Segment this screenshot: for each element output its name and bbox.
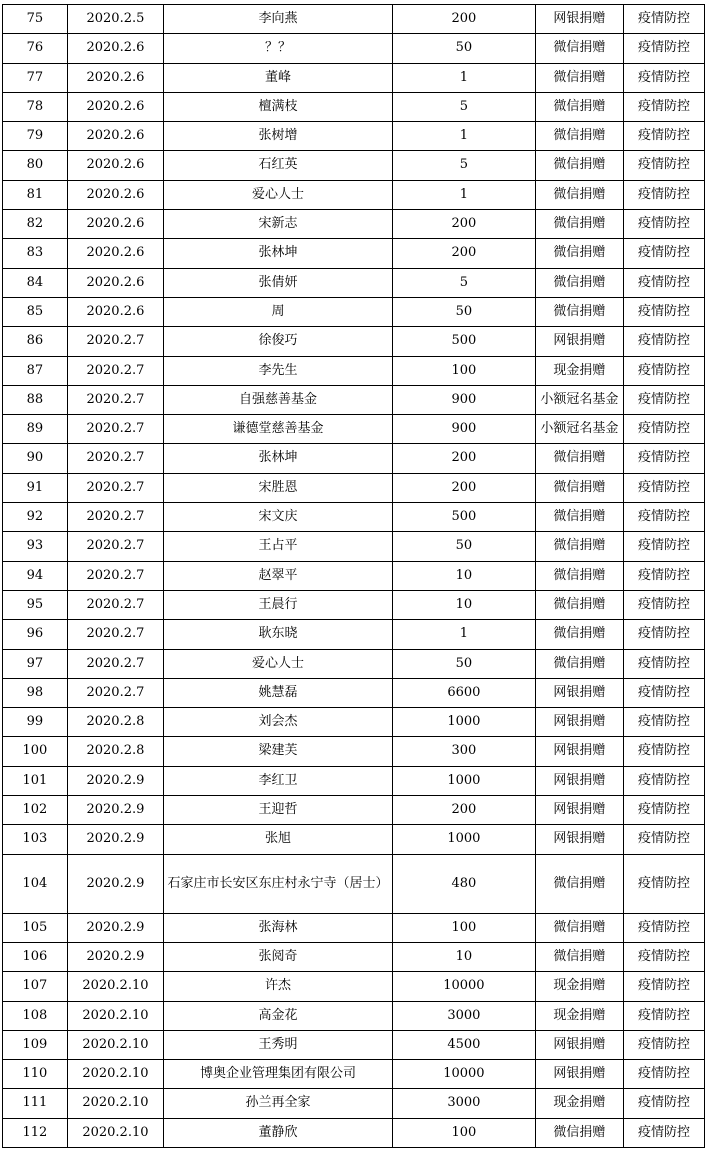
- cell-purpose: 疫情防控: [623, 151, 704, 180]
- cell-date: 2020.2.10: [67, 1118, 163, 1147]
- cell-amount: 10000: [392, 972, 535, 1001]
- table-row: [3, 34, 705, 63]
- table-row: [3, 737, 705, 766]
- table-row: [3, 473, 705, 502]
- table-row: [3, 63, 705, 92]
- cell-amount: 10: [392, 942, 535, 971]
- cell-date: 2020.2.6: [67, 239, 163, 268]
- cell-serial-number: 105: [3, 913, 68, 942]
- table-row: [3, 92, 705, 121]
- cell-serial-number: 111: [3, 1089, 68, 1118]
- cell-date: 2020.2.7: [67, 473, 163, 502]
- cell-serial-number: 110: [3, 1060, 68, 1089]
- cell-amount: 900: [392, 415, 535, 444]
- cell-serial-number: 104: [3, 854, 68, 913]
- cell-purpose: 疫情防控: [623, 356, 704, 385]
- cell-donor-name: 耿东晓: [164, 620, 393, 649]
- cell-donor-name: ？？: [164, 34, 393, 63]
- cell-donor-name: 李先生: [164, 356, 393, 385]
- cell-donor-name: 孙兰再全家: [164, 1089, 393, 1118]
- cell-donor-name: 张树增: [164, 122, 393, 151]
- cell-date: 2020.2.9: [67, 854, 163, 913]
- cell-purpose: 疫情防控: [623, 34, 704, 63]
- donation-table-body: [3, 5, 705, 1148]
- cell-amount: 50: [392, 532, 535, 561]
- cell-donor-name: 爱心人士: [164, 649, 393, 678]
- cell-amount: 100: [392, 1118, 535, 1147]
- table-row: [3, 796, 705, 825]
- cell-serial-number: 75: [3, 5, 68, 34]
- cell-donor-name: 石红英: [164, 151, 393, 180]
- cell-date: 2020.2.7: [67, 532, 163, 561]
- cell-amount: 50: [392, 649, 535, 678]
- cell-date: 2020.2.7: [67, 649, 163, 678]
- cell-date: 2020.2.6: [67, 92, 163, 121]
- cell-purpose: 疫情防控: [623, 825, 704, 854]
- cell-date: 2020.2.7: [67, 620, 163, 649]
- cell-donor-name: 周: [164, 297, 393, 326]
- cell-date: 2020.2.7: [67, 561, 163, 590]
- cell-purpose: 疫情防控: [623, 1089, 704, 1118]
- cell-serial-number: 84: [3, 268, 68, 297]
- cell-donor-name: 王迎哲: [164, 796, 393, 825]
- cell-donation-method: 网银捐赠: [535, 5, 623, 34]
- cell-donor-name: 刘会杰: [164, 708, 393, 737]
- cell-date: 2020.2.10: [67, 1089, 163, 1118]
- table-row: [3, 122, 705, 151]
- cell-date: 2020.2.9: [67, 913, 163, 942]
- cell-date: 2020.2.10: [67, 1030, 163, 1059]
- cell-donation-method: 网银捐赠: [535, 1060, 623, 1089]
- cell-donor-name: 宋新志: [164, 210, 393, 239]
- cell-donor-name: 博奥企业管理集团有限公司: [164, 1060, 393, 1089]
- cell-purpose: 疫情防控: [623, 180, 704, 209]
- cell-purpose: 疫情防控: [623, 268, 704, 297]
- table-row: [3, 385, 705, 414]
- table-row: [3, 1118, 705, 1147]
- cell-donor-name: 宋文庆: [164, 503, 393, 532]
- cell-donation-method: 微信捐赠: [535, 503, 623, 532]
- cell-donation-method: 网银捐赠: [535, 766, 623, 795]
- table-row: [3, 239, 705, 268]
- cell-donation-method: 微信捐赠: [535, 34, 623, 63]
- cell-donor-name: 许杰: [164, 972, 393, 1001]
- cell-purpose: 疫情防控: [623, 561, 704, 590]
- cell-donation-method: 网银捐赠: [535, 737, 623, 766]
- cell-donation-method: 微信捐赠: [535, 268, 623, 297]
- cell-donor-name: 石家庄市长安区东庄村永宁寺（居士）: [164, 854, 393, 913]
- table-row: [3, 590, 705, 619]
- cell-donor-name: 高金花: [164, 1001, 393, 1030]
- cell-amount: 1000: [392, 825, 535, 854]
- cell-donation-method: 微信捐赠: [535, 854, 623, 913]
- cell-donation-method: 微信捐赠: [535, 590, 623, 619]
- cell-date: 2020.2.6: [67, 63, 163, 92]
- cell-serial-number: 106: [3, 942, 68, 971]
- cell-date: 2020.2.7: [67, 678, 163, 707]
- cell-date: 2020.2.6: [67, 297, 163, 326]
- cell-date: 2020.2.6: [67, 34, 163, 63]
- cell-purpose: 疫情防控: [623, 1001, 704, 1030]
- cell-amount: 500: [392, 327, 535, 356]
- cell-purpose: 疫情防控: [623, 385, 704, 414]
- cell-donor-name: 宋胜恩: [164, 473, 393, 502]
- cell-donation-method: 网银捐赠: [535, 1030, 623, 1059]
- cell-donation-method: 现金捐赠: [535, 1089, 623, 1118]
- cell-donor-name: 爱心人士: [164, 180, 393, 209]
- cell-date: 2020.2.7: [67, 444, 163, 473]
- cell-donor-name: 自强慈善基金: [164, 385, 393, 414]
- cell-purpose: 疫情防控: [623, 678, 704, 707]
- cell-amount: 6600: [392, 678, 535, 707]
- cell-purpose: 疫情防控: [623, 942, 704, 971]
- cell-serial-number: 86: [3, 327, 68, 356]
- cell-purpose: 疫情防控: [623, 649, 704, 678]
- cell-serial-number: 98: [3, 678, 68, 707]
- cell-donor-name: 谦德堂慈善基金: [164, 415, 393, 444]
- cell-serial-number: 97: [3, 649, 68, 678]
- cell-donation-method: 微信捐赠: [535, 151, 623, 180]
- cell-purpose: 疫情防控: [623, 796, 704, 825]
- cell-donor-name: 梁建芙: [164, 737, 393, 766]
- table-row: [3, 327, 705, 356]
- table-row: [3, 444, 705, 473]
- cell-purpose: 疫情防控: [623, 1030, 704, 1059]
- cell-amount: 50: [392, 34, 535, 63]
- cell-date: 2020.2.5: [67, 5, 163, 34]
- cell-date: 2020.2.6: [67, 151, 163, 180]
- cell-purpose: 疫情防控: [623, 297, 704, 326]
- cell-serial-number: 78: [3, 92, 68, 121]
- cell-purpose: 疫情防控: [623, 503, 704, 532]
- cell-purpose: 疫情防控: [623, 766, 704, 795]
- cell-purpose: 疫情防控: [623, 63, 704, 92]
- cell-serial-number: 83: [3, 239, 68, 268]
- cell-serial-number: 109: [3, 1030, 68, 1059]
- cell-amount: 200: [392, 473, 535, 502]
- cell-amount: 5: [392, 151, 535, 180]
- cell-date: 2020.2.7: [67, 590, 163, 619]
- cell-date: 2020.2.9: [67, 825, 163, 854]
- table-row: [3, 561, 705, 590]
- table-row: [3, 972, 705, 1001]
- cell-purpose: 疫情防控: [623, 913, 704, 942]
- cell-amount: 1: [392, 122, 535, 151]
- cell-date: 2020.2.6: [67, 180, 163, 209]
- cell-purpose: 疫情防控: [623, 854, 704, 913]
- cell-donation-method: 现金捐赠: [535, 356, 623, 385]
- cell-serial-number: 108: [3, 1001, 68, 1030]
- table-row: [3, 1030, 705, 1059]
- cell-donor-name: 王晨行: [164, 590, 393, 619]
- cell-date: 2020.2.7: [67, 415, 163, 444]
- cell-purpose: 疫情防控: [623, 239, 704, 268]
- cell-amount: 100: [392, 356, 535, 385]
- table-row: [3, 766, 705, 795]
- cell-purpose: 疫情防控: [623, 210, 704, 239]
- cell-amount: 500: [392, 503, 535, 532]
- cell-purpose: 疫情防控: [623, 327, 704, 356]
- cell-amount: 900: [392, 385, 535, 414]
- table-row: [3, 151, 705, 180]
- cell-donation-method: 微信捐赠: [535, 942, 623, 971]
- cell-donation-method: 现金捐赠: [535, 1001, 623, 1030]
- cell-donation-method: 小额冠名基金: [535, 415, 623, 444]
- table-row: [3, 1060, 705, 1089]
- table-row: [3, 708, 705, 737]
- table-row: [3, 415, 705, 444]
- cell-donation-method: 微信捐赠: [535, 63, 623, 92]
- cell-purpose: 疫情防控: [623, 1060, 704, 1089]
- cell-date: 2020.2.7: [67, 327, 163, 356]
- cell-amount: 1: [392, 63, 535, 92]
- cell-serial-number: 102: [3, 796, 68, 825]
- cell-serial-number: 88: [3, 385, 68, 414]
- cell-date: 2020.2.6: [67, 210, 163, 239]
- donation-table: [2, 4, 705, 1148]
- cell-date: 2020.2.9: [67, 766, 163, 795]
- cell-purpose: 疫情防控: [623, 708, 704, 737]
- cell-donor-name: 董峰: [164, 63, 393, 92]
- cell-serial-number: 93: [3, 532, 68, 561]
- cell-serial-number: 100: [3, 737, 68, 766]
- cell-serial-number: 92: [3, 503, 68, 532]
- cell-donation-method: 微信捐赠: [535, 92, 623, 121]
- cell-amount: 10: [392, 590, 535, 619]
- cell-donor-name: 赵翠平: [164, 561, 393, 590]
- cell-serial-number: 112: [3, 1118, 68, 1147]
- cell-serial-number: 99: [3, 708, 68, 737]
- cell-donation-method: 微信捐赠: [535, 620, 623, 649]
- cell-serial-number: 81: [3, 180, 68, 209]
- cell-donation-method: 微信捐赠: [535, 561, 623, 590]
- cell-amount: 200: [392, 796, 535, 825]
- cell-donation-method: 微信捐赠: [535, 297, 623, 326]
- cell-donor-name: 张倩妍: [164, 268, 393, 297]
- cell-amount: 1: [392, 620, 535, 649]
- table-row: [3, 678, 705, 707]
- cell-donor-name: 姚慧磊: [164, 678, 393, 707]
- table-row: [3, 356, 705, 385]
- cell-amount: 200: [392, 210, 535, 239]
- cell-donor-name: 张林坤: [164, 239, 393, 268]
- table-row: [3, 532, 705, 561]
- cell-donation-method: 微信捐赠: [535, 649, 623, 678]
- cell-purpose: 疫情防控: [623, 590, 704, 619]
- cell-donation-method: 网银捐赠: [535, 678, 623, 707]
- cell-donation-method: 微信捐赠: [535, 532, 623, 561]
- cell-amount: 10000: [392, 1060, 535, 1089]
- cell-date: 2020.2.10: [67, 972, 163, 1001]
- cell-amount: 300: [392, 737, 535, 766]
- cell-donation-method: 微信捐赠: [535, 913, 623, 942]
- table-row: [3, 913, 705, 942]
- cell-donation-method: 微信捐赠: [535, 180, 623, 209]
- cell-serial-number: 89: [3, 415, 68, 444]
- table-row: [3, 825, 705, 854]
- cell-donation-method: 微信捐赠: [535, 1118, 623, 1147]
- cell-serial-number: 91: [3, 473, 68, 502]
- cell-serial-number: 76: [3, 34, 68, 63]
- cell-amount: 5: [392, 92, 535, 121]
- cell-serial-number: 85: [3, 297, 68, 326]
- cell-serial-number: 94: [3, 561, 68, 590]
- cell-purpose: 疫情防控: [623, 532, 704, 561]
- cell-donor-name: 董静欣: [164, 1118, 393, 1147]
- table-row: [3, 268, 705, 297]
- cell-date: 2020.2.8: [67, 708, 163, 737]
- cell-amount: 1000: [392, 708, 535, 737]
- cell-amount: 1: [392, 180, 535, 209]
- cell-purpose: 疫情防控: [623, 415, 704, 444]
- table-row: [3, 942, 705, 971]
- cell-date: 2020.2.6: [67, 268, 163, 297]
- cell-donation-method: 微信捐赠: [535, 473, 623, 502]
- cell-amount: 3000: [392, 1089, 535, 1118]
- cell-amount: 50: [392, 297, 535, 326]
- cell-serial-number: 80: [3, 151, 68, 180]
- cell-donation-method: 网银捐赠: [535, 327, 623, 356]
- cell-donation-method: 现金捐赠: [535, 972, 623, 1001]
- cell-serial-number: 95: [3, 590, 68, 619]
- cell-date: 2020.2.8: [67, 737, 163, 766]
- cell-purpose: 疫情防控: [623, 444, 704, 473]
- cell-donation-method: 网银捐赠: [535, 708, 623, 737]
- cell-donation-method: 小额冠名基金: [535, 385, 623, 414]
- cell-purpose: 疫情防控: [623, 1118, 704, 1147]
- cell-amount: 4500: [392, 1030, 535, 1059]
- cell-serial-number: 103: [3, 825, 68, 854]
- cell-date: 2020.2.7: [67, 356, 163, 385]
- cell-donor-name: 李向燕: [164, 5, 393, 34]
- cell-serial-number: 87: [3, 356, 68, 385]
- cell-serial-number: 79: [3, 122, 68, 151]
- cell-amount: 3000: [392, 1001, 535, 1030]
- cell-amount: 200: [392, 5, 535, 34]
- cell-date: 2020.2.9: [67, 942, 163, 971]
- cell-serial-number: 96: [3, 620, 68, 649]
- cell-amount: 200: [392, 239, 535, 268]
- cell-donor-name: 徐俊巧: [164, 327, 393, 356]
- cell-purpose: 疫情防控: [623, 473, 704, 502]
- cell-date: 2020.2.7: [67, 503, 163, 532]
- cell-serial-number: 77: [3, 63, 68, 92]
- cell-amount: 480: [392, 854, 535, 913]
- cell-donation-method: 网银捐赠: [535, 796, 623, 825]
- cell-date: 2020.2.10: [67, 1060, 163, 1089]
- cell-serial-number: 90: [3, 444, 68, 473]
- table-row: [3, 5, 705, 34]
- cell-donor-name: 张旭: [164, 825, 393, 854]
- cell-amount: 100: [392, 913, 535, 942]
- cell-donor-name: 王秀明: [164, 1030, 393, 1059]
- cell-donor-name: 张阅奇: [164, 942, 393, 971]
- table-row: [3, 503, 705, 532]
- cell-amount: 5: [392, 268, 535, 297]
- cell-donation-method: 微信捐赠: [535, 210, 623, 239]
- cell-donor-name: 张林坤: [164, 444, 393, 473]
- table-row: [3, 620, 705, 649]
- cell-donor-name: 王占平: [164, 532, 393, 561]
- cell-purpose: 疫情防控: [623, 972, 704, 1001]
- cell-purpose: 疫情防控: [623, 737, 704, 766]
- cell-purpose: 疫情防控: [623, 122, 704, 151]
- cell-purpose: 疫情防控: [623, 92, 704, 121]
- table-row: [3, 1001, 705, 1030]
- cell-date: 2020.2.7: [67, 385, 163, 414]
- table-row: [3, 180, 705, 209]
- cell-donor-name: 张海林: [164, 913, 393, 942]
- cell-serial-number: 107: [3, 972, 68, 1001]
- cell-purpose: 疫情防控: [623, 5, 704, 34]
- cell-date: 2020.2.6: [67, 122, 163, 151]
- cell-serial-number: 82: [3, 210, 68, 239]
- table-row: [3, 649, 705, 678]
- cell-purpose: 疫情防控: [623, 620, 704, 649]
- table-row: [3, 210, 705, 239]
- cell-amount: 10: [392, 561, 535, 590]
- cell-donor-name: 檀满枝: [164, 92, 393, 121]
- cell-date: 2020.2.10: [67, 1001, 163, 1030]
- table-row: [3, 297, 705, 326]
- cell-serial-number: 101: [3, 766, 68, 795]
- cell-amount: 1000: [392, 766, 535, 795]
- table-row: [3, 1089, 705, 1118]
- table-row: [3, 854, 705, 913]
- cell-donation-method: 微信捐赠: [535, 122, 623, 151]
- cell-donation-method: 微信捐赠: [535, 444, 623, 473]
- cell-donor-name: 李红卫: [164, 766, 393, 795]
- cell-date: 2020.2.9: [67, 796, 163, 825]
- cell-amount: 200: [392, 444, 535, 473]
- cell-donation-method: 网银捐赠: [535, 825, 623, 854]
- cell-donation-method: 微信捐赠: [535, 239, 623, 268]
